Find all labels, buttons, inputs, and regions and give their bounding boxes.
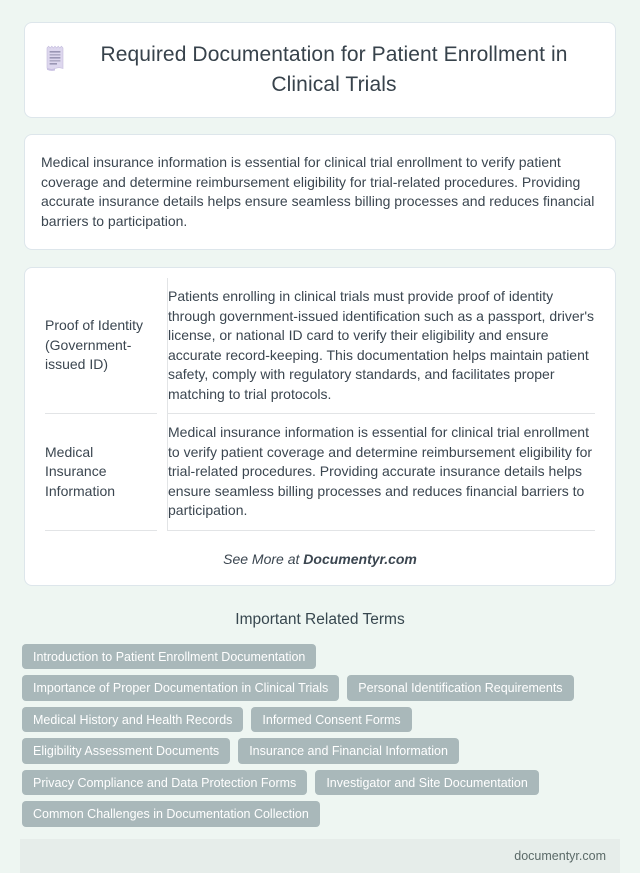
description-cell: Patients enrolling in clinical trials must provide proof of identity through government-issued identification such as a passport, driver's license, or national ID card to verify their eligibility and ensure accurate record-keeping. This documentation helps maintain patient safety, comply with regulatory standards, and facilitates proper matching to trial protocols. [167, 278, 595, 414]
table-row [45, 278, 595, 414]
related-term-tag[interactable]: Importance of Proper Documentation in Clinical Trials [22, 675, 339, 701]
related-term-tag[interactable]: Privacy Compliance and Data Protection Forms [22, 770, 307, 796]
intro-text: Medical insurance information is essential for clinical trial enrollment to verify patient coverage and determine reimbursement eligibility for trial-related procedures. Providing accurate insurance details helps ensure seamless billing processes and reduces financial barriers to participation. [41, 154, 595, 229]
term-cell: Proof of Identity (Government-issued ID) [45, 278, 157, 414]
title-card [24, 22, 616, 118]
footer-site-text: documentyr.com [514, 848, 606, 863]
related-term-tag[interactable]: Informed Consent Forms [251, 707, 411, 733]
footer-bar [20, 839, 620, 873]
documentation-table [35, 278, 605, 531]
related-term-tag[interactable]: Insurance and Financial Information [238, 738, 459, 764]
see-more-line [35, 551, 605, 567]
related-term-tag[interactable]: Investigator and Site Documentation [315, 770, 539, 796]
related-term-tag[interactable]: Introduction to Patient Enrollment Documentation [22, 644, 316, 670]
related-term-tag[interactable]: Personal Identification Requirements [347, 675, 573, 701]
receipt-icon [45, 44, 65, 72]
related-term-tag[interactable]: Medical History and Health Records [22, 707, 243, 733]
related-terms-heading: Important Related Terms [235, 610, 405, 628]
see-more-site-link[interactable]: Documentyr.com [303, 550, 417, 567]
see-more-prefix: See More at [223, 550, 304, 567]
related-terms-tag-list [22, 644, 618, 827]
term-cell: Medical Insurance Information [45, 414, 157, 531]
description-cell: Medical insurance information is essential for clinical trial enrollment to verify patient coverage and determine reimbursement eligibility for trial-related procedures. Providing accurate insurance details helps ensure seamless billing processes and reduces financial barriers to participation. [167, 414, 595, 531]
table-row [45, 414, 595, 531]
intro-card [24, 134, 616, 250]
documentation-table-card [24, 267, 616, 586]
related-term-tag[interactable]: Eligibility Assessment Documents [22, 738, 230, 764]
related-term-tag[interactable]: Common Challenges in Documentation Collection [22, 801, 320, 827]
page-title: Required Documentation for Patient Enrollment in Clinical Trials [100, 43, 568, 96]
